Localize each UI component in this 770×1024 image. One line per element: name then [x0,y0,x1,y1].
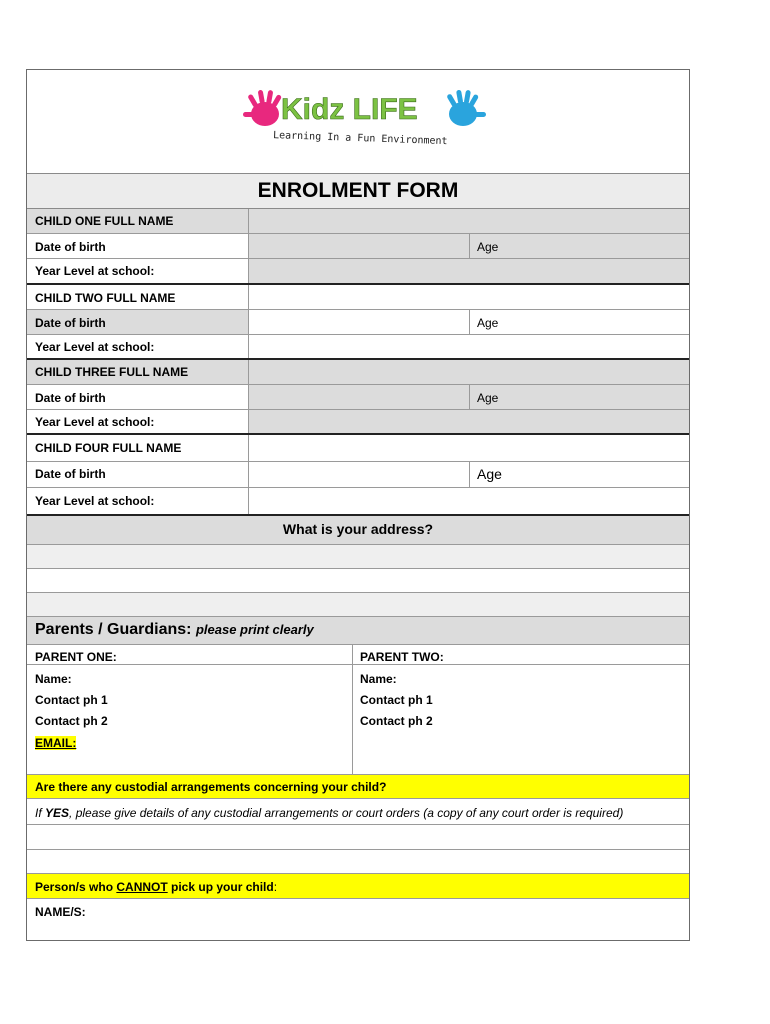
kidz-life-logo [27,70,689,174]
custodial-detail-text: If YES, please give details of any custodial arrangements or court orders (a copy of any court order is required) [35,806,624,820]
child-four-dob-row [27,462,689,488]
pickup-names-area[interactable] [27,899,689,940]
address-line-3[interactable] [27,593,689,617]
parent-one-name-label[interactable]: Name: [35,672,72,686]
child-four-name-field[interactable] [248,435,689,461]
logo-area [27,70,689,174]
parent-one-ph1-label[interactable]: Contact ph 1 [35,693,108,707]
child-two-name-row [27,285,689,310]
child-one-dob-label: Date of birth [35,240,106,254]
pickup-row [27,874,689,899]
logo-brand-text: Kidz LIFE [281,93,418,126]
pink-hand-icon [243,90,282,126]
custodial-question-row [27,775,689,799]
child-two-year-label: Year Level at school: [35,340,155,354]
child-four-name-row [27,435,689,462]
child-three-age-label: Age [477,391,499,405]
parents-heading: Parents / Guardians: please print clearly [35,621,314,638]
child-one-name-row [27,209,689,234]
child-one-year-label: Year Level at school: [35,264,155,278]
child-four-year-label: Year Level at school: [35,494,155,508]
parents-heading-row [27,617,689,645]
child-one-year-field[interactable] [248,259,689,283]
parents-subheading: please print clearly [195,622,314,637]
child-three-year-field[interactable] [248,410,689,433]
address-line-1[interactable] [27,545,689,569]
address-heading-row [27,516,689,545]
child-three-year-label: Year Level at school: [35,415,155,429]
blue-hand-icon [446,90,486,126]
parent-two-name-label[interactable]: Name: [360,672,397,686]
pickup-label: Person/s who CANNOT pick up your child: [35,880,278,894]
child-four-age-label: Age [477,466,502,482]
parent-two-title: PARENT TWO: [360,650,444,664]
child-three-dob-row [27,385,689,410]
child-two-dob-row [27,310,689,335]
pickup-names-label: NAME/S: [35,905,86,919]
parent-two-ph2-label[interactable]: Contact ph 2 [360,714,433,728]
child-two-name-field[interactable] [248,285,689,309]
parent-one-ph2-label[interactable]: Contact ph 2 [35,714,108,728]
child-one-name-label: CHILD ONE FULL NAME [35,214,174,228]
form-title-bar [27,174,689,209]
child-three-dob-label: Date of birth [35,391,106,405]
enrolment-form [26,69,690,941]
child-two-dob-label: Date of birth [35,316,106,330]
parent-two-ph1-label[interactable]: Contact ph 1 [360,693,433,707]
child-two-year-row [27,335,689,360]
child-three-name-label: CHILD THREE FULL NAME [35,365,189,379]
logo-tagline-text: Learning In a Fun Environment [272,130,448,148]
child-four-dob-label: Date of birth [35,467,106,481]
child-one-year-row [27,259,689,285]
child-three-name-row [27,360,689,385]
child-four-name-label: CHILD FOUR FULL NAME [35,441,182,455]
custodial-answer-line-2[interactable] [27,850,689,874]
parents-block [27,645,689,775]
parent-one-title: PARENT ONE: [35,650,117,664]
child-three-year-row [27,410,689,435]
child-four-year-row [27,488,689,516]
child-four-year-field[interactable] [248,488,689,514]
child-three-name-field[interactable] [248,360,689,384]
child-one-dob-row [27,234,689,259]
child-two-age-label: Age [477,316,499,330]
address-heading: What is your address? [282,521,434,537]
child-two-year-field[interactable] [248,335,689,358]
child-one-age-label: Age [477,240,499,254]
child-one-name-field[interactable] [248,209,689,233]
parent-one-email-label[interactable]: EMAIL: [35,736,77,750]
custodial-detail-row [27,799,689,825]
address-line-2[interactable] [27,569,689,593]
custodial-answer-line-1[interactable] [27,825,689,850]
custodial-question: Are there any custodial arrangements concerning your child? [35,780,387,794]
child-two-name-label: CHILD TWO FULL NAME [35,291,176,305]
form-title: ENROLMENT FORM [257,179,459,202]
